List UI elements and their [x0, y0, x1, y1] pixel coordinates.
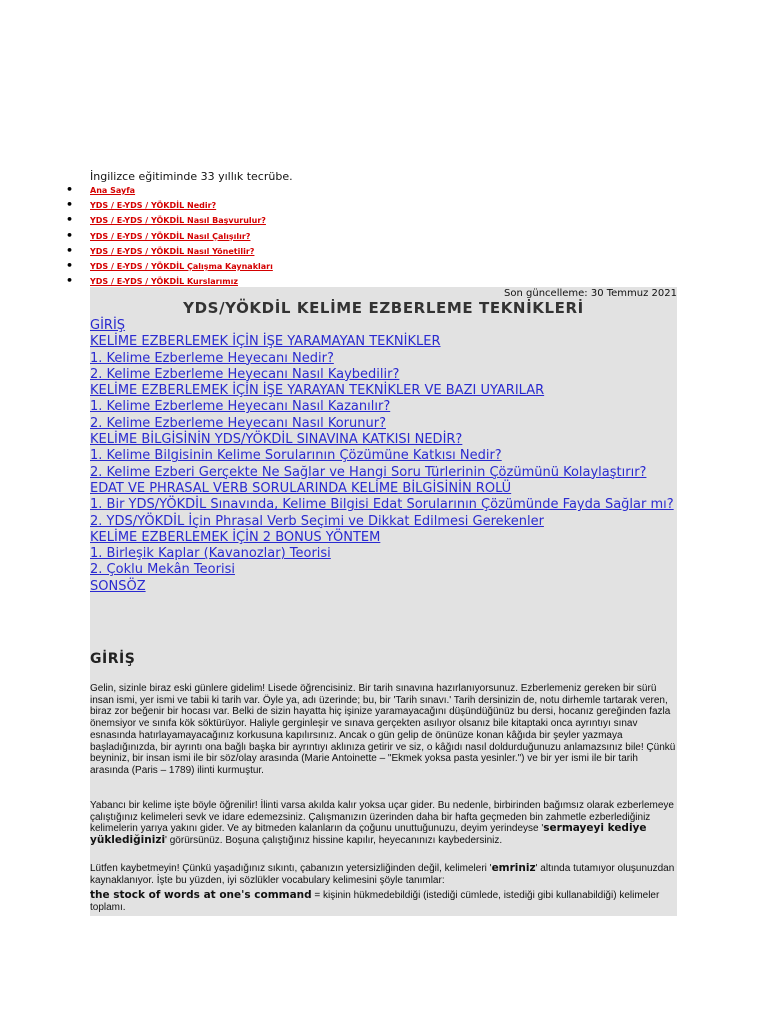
- toc-link[interactable]: 1. Kelime Ezberleme Heyecanı Nasıl Kazanılır?: [90, 399, 391, 415]
- site-tagline: İngilizce eğitiminde 33 yıllık tecrübe.: [90, 170, 293, 183]
- bullet-icon: •: [66, 213, 74, 227]
- paragraph-text: ' görürsünüz. Boşuna çalıştığınız hissine kapılır, heyecanınızı kaybedersiniz.: [165, 835, 503, 847]
- article-content: [90, 287, 677, 916]
- nav-link[interactable]: YDS / E-YDS / YÖKDİL Çalışma Kaynakları: [90, 261, 273, 271]
- nav-item-manage[interactable]: [60, 245, 273, 260]
- emphasis-text: emriniz: [491, 862, 536, 874]
- toc-link[interactable]: SONSÖZ: [90, 578, 146, 594]
- nav-link[interactable]: YDS / E-YDS / YÖKDİL Nasıl Çalışılır?: [90, 231, 251, 241]
- toc-link[interactable]: 2. Kelime Ezberleme Heyecanı Nasıl Kaybedilir?: [90, 366, 400, 382]
- toc-link[interactable]: 1. Kelime Bilgisinin Kelime Sorularının Çözümüne Katkısı Nedir?: [90, 448, 502, 464]
- paragraph-3: [90, 863, 677, 886]
- nav-link[interactable]: YDS / E-YDS / YÖKDİL Nasıl Başvurulur?: [90, 216, 266, 226]
- toc-link[interactable]: 1. Birleşik Kaplar (Kavanozlar) Teorisi: [90, 546, 331, 562]
- nav-link[interactable]: Ana Sayfa: [90, 186, 136, 195]
- bullet-icon: •: [66, 183, 74, 196]
- last-updated: Son güncelleme: 30 Temmuz 2021: [504, 288, 677, 299]
- nav-item-what-is[interactable]: [60, 199, 273, 214]
- bullet-icon: •: [66, 258, 74, 272]
- nav-item-apply[interactable]: [60, 214, 273, 229]
- nav-link[interactable]: YDS / E-YDS / YÖKDİL Nasıl Yönetilir?: [90, 246, 255, 256]
- toc-link[interactable]: KELİME EZBERLEMEK İÇİN İŞE YARAMAYAN TEKNİKLER: [90, 334, 441, 350]
- bullet-icon: •: [66, 228, 74, 242]
- nav-link[interactable]: YDS / E-YDS / YÖKDİL Kurslarımız: [90, 277, 239, 287]
- emphasis-text: sermayeyi kediye yüklediğinizi: [90, 822, 647, 847]
- bullet-icon: •: [66, 274, 74, 288]
- nav-link[interactable]: YDS / E-YDS / YÖKDİL Nedir?: [90, 201, 217, 211]
- toc-link[interactable]: 2. YDS/YÖKDİL İçin Phrasal Verb Seçimi ve Dikkat Edilmesi Gerekenler: [90, 513, 544, 529]
- nav-item-home[interactable]: [60, 184, 273, 199]
- paragraph-2: [90, 800, 677, 847]
- toc-link[interactable]: GİRİŞ: [90, 318, 126, 333]
- article-title: YDS/YÖKDİL KELİME EZBERLEME TEKNİKLERİ: [183, 299, 584, 317]
- paragraph-text: ' altında tutamıyor oluşunuzdan kaynaklanıyor. İşte bu yüzden, iyi sözlükler vocabulary kelimesini şöyle tanımlar:: [90, 863, 675, 886]
- table-of-contents: [90, 318, 677, 595]
- toc-link[interactable]: EDAT VE PHRASAL VERB SORULARINDA KELİME BİLGİSİNİN ROLÜ: [90, 480, 512, 496]
- toc-link[interactable]: 1. Kelime Ezberleme Heyecanı Nedir?: [90, 350, 334, 366]
- toc-link[interactable]: 2. Kelime Ezberleme Heyecanı Nasıl Korunur?: [90, 415, 386, 431]
- intro-paragraph: Gelin, sizinle biraz eski günlere gidelim! Lisede öğrencisiniz. Bir tarih sınavına hazırlanıyorsunuz. Ezberlemeniz gereken bir sürü insan ismi, yer ismi ve tabii ki tarih var. Öyle ya, adı üzerinde; bu, bir 'Tarih sınavı.' Tarih dersinizin de, notu dirhemle tartarak veren, biraz zor beğenir bir hocası var. Belki de sizin hayatta hiç işinize yaramayacağını düşündüğünüz bu dersi, hocanız gereğinden fazla önemsiyor ve sınıfa kök söktürüyor. Haliyle gerginleşir ve sınava gerçekten asılıyor olsanız bile kitaptaki onca ayrıntıyı sınav esnasında hatırlayamayacağınız korkusuna kapılırsınız. Ancak o gün gelip de önünüze konan kâğıda bir şeyler yazmaya başladığınızda, bir ayrıntı ona bağlı başka bir ayrıntıyı aklınıza getirir ve siz, o kâğıdı nasıl doldurduğunuzu anlamazsınız bile! Çünkü beyniniz, bir insan ismi ile bir söz/olay arasında (Marie Antoinette – "Ekmek yoksa pasta yesinler.") ve bir yer ismi ile bir tarih arasında (Paris – 1789) ilinti kurmuştur.: [90, 683, 676, 776]
- toc-link[interactable]: 2. Çoklu Mekân Teorisi: [90, 562, 235, 578]
- section-title: GİRİŞ: [90, 651, 136, 667]
- paragraph-text: Yabancı bir kelime işte böyle öğrenilir! İlinti varsa akılda kalır yoksa uçar gider. Bu nedenle, birbirinden bağımsız olarak ezberlemeye çalıştığınız kelimeleri sevk ve idare edemezsiniz. Çalışmanızın üzerinden daha bir hafta geçmeden bin zahmetle ezberlediğiniz kelimelerin yarıya yakını gider. Ve ay bitmeden kalanların da çoğunu unuttuğunuzu, deyim yerindeyse ': [90, 800, 674, 835]
- toc-link[interactable]: 1. Bir YDS/YÖKDİL Sınavında, Kelime Bilgisi Edat Sorularının Çözümünde Fayda Sağlar mı?: [90, 497, 674, 513]
- main-nav: [60, 184, 273, 290]
- toc-link[interactable]: KELİME EZBERLEMEK İÇİN 2 BONUS YÖNTEM: [90, 529, 381, 545]
- bullet-icon: •: [66, 243, 74, 257]
- paragraph-text: Lütfen kaybetmeyin! Çünkü yaşadığınız sıkıntı, çabanızın yetersizliğinden değil, kelimeleri ': [90, 863, 492, 874]
- toc-link[interactable]: KELİME BİLGİSİNİN YDS/YÖKDİL SINAVINA KATKISI NEDİR?: [90, 432, 463, 448]
- toc-link[interactable]: 2. Kelime Ezberi Gerçekte Ne Sağlar ve Hangi Soru Türlerinin Çözümünü Kolaylaştırır?: [90, 464, 647, 480]
- toc-link[interactable]: KELİME EZBERLEMEK İÇİN İŞE YARAYAN TEKNİKLER VE BAZI UYARILAR: [90, 383, 545, 399]
- nav-item-study[interactable]: [60, 230, 273, 245]
- definition-paragraph: [90, 890, 677, 913]
- definition-term: the stock of words at one's command: [90, 889, 312, 901]
- bullet-icon: •: [66, 198, 74, 212]
- definition-text: = kişinin hükmedebildiği (istediği cümlede, istediği gibi kullanabildiği) kelimeler toplamı.: [90, 890, 660, 913]
- nav-item-resources[interactable]: [60, 260, 273, 275]
